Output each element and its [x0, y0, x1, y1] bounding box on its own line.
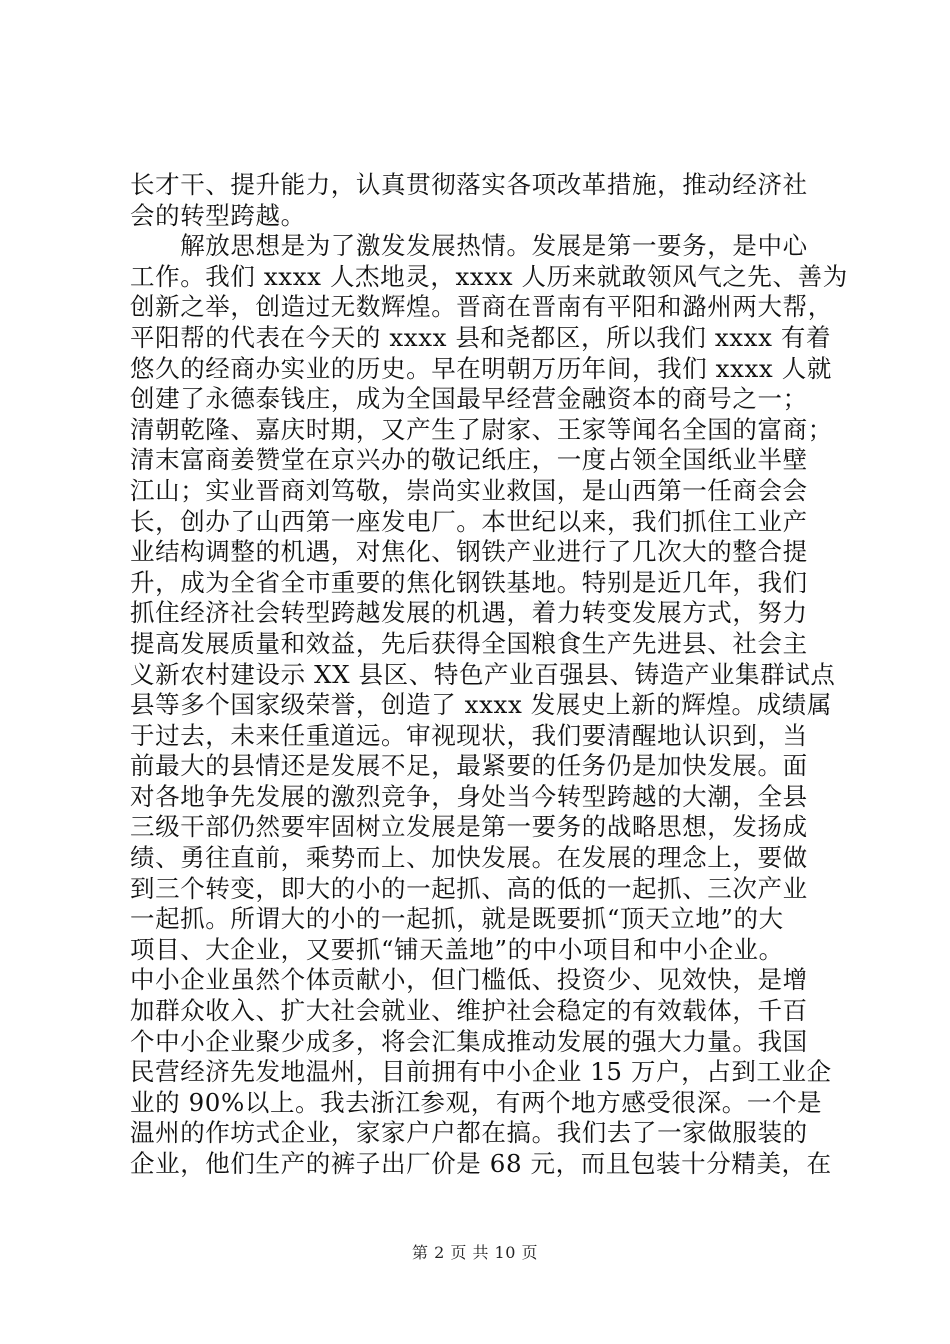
- text-line: 项目、大企业，又要抓“铺天盖地”的中小项目和中小企业。: [130, 934, 784, 964]
- text-line: 个中小企业聚少成多，将会汇集成推动发展的强大力量。我国: [130, 1026, 808, 1056]
- text-line: 长才干、提升能力，认真贯彻落实各项改革措施，推动经济社: [130, 170, 808, 199]
- text-line: 三级干部仍然要牢固树立发展是第一要务的战略思想，发扬成: [130, 812, 808, 842]
- text-line: 加群众收入、扩大社会就业、维护社会稳定的有效载体，千百: [130, 996, 808, 1026]
- text-line: 到三个转变，即大的小的一起抓、高的低的一起抓、三次产业: [130, 873, 808, 903]
- text-line: 工作。我们 xxxx 人杰地灵，xxxx 人历来就敢领风气之先、善为: [130, 261, 848, 291]
- text-line: 江山；实业晋商刘笃敬，崇尚实业救国，是山西第一任商会会: [130, 475, 808, 505]
- text-line: 前最大的县情还是发展不足，最紧要的任务仍是加快发展。面: [130, 751, 808, 781]
- text-line: 解放思想是为了激发发展热情。发展是第一要务，是中心: [130, 231, 808, 261]
- text-line: 抓住经济社会转型跨越发展的机遇，着力转变发展方式，努力: [130, 598, 808, 628]
- text-line: 企业，他们生产的裤子出厂价是 68 元，而且包装十分精美，在: [130, 1149, 832, 1178]
- text-line: 温州的作坊式企业，家家户户都在搞。我们去了一家做服装的: [130, 1118, 808, 1148]
- text-line: 县等多个国家级荣誉，创造了 xxxx 发展史上新的辉煌。成绩属: [130, 690, 832, 720]
- text-line: 悠久的经商办实业的历史。早在明朝万历年间，我们 xxxx 人就: [130, 353, 832, 383]
- text-line: 业的 90%以上。我去浙江参观，有两个地方感受很深。一个是: [130, 1087, 823, 1117]
- text-line: 绩、勇往直前，乘势而上、加快发展。在发展的理念上，要做: [130, 843, 808, 873]
- text-line: 长，创办了山西第一座发电厂。本世纪以来，我们抓住工业产: [130, 506, 808, 536]
- text-line: 清朝乾隆、嘉庆时期，又产生了尉家、王家等闻名全国的富商；: [130, 414, 833, 444]
- text-line: 对各地争先发展的激烈竞争，身处当今转型跨越的大潮，全县: [130, 781, 808, 811]
- text-line: 中小企业虽然个体贡献小，但门槛低、投资少、见效快，是增: [130, 965, 808, 995]
- text-line: 民营经济先发地温州，目前拥有中小企业 15 万户，占到工业企: [130, 1057, 832, 1087]
- text-line: 一起抓。所谓大的小的一起抓，就是既要抓“顶天立地”的大: [130, 904, 784, 934]
- text-line: 提高发展质量和效益，先后获得全国粮食生产先进县、社会主: [130, 628, 808, 658]
- text-line: 升，成为全省全市重要的焦化钢铁基地。特别是近几年，我们: [130, 567, 808, 597]
- text-line: 创建了永德泰钱庄，成为全国最早经营金融资本的商号之一；: [130, 384, 808, 414]
- text-line: 平阳帮的代表在今天的 xxxx 县和尧都区，所以我们 xxxx 有着: [130, 322, 832, 352]
- text-line: 清末富商姜赞堂在京兴办的敬记纸庄，一度占领全国纸业半壁: [130, 445, 808, 475]
- document-body: [130, 170, 848, 1180]
- page-footer: 第 2 页 共 10 页: [412, 1243, 538, 1262]
- text-line: 创新之举，创造过无数辉煌。晋商在晋南有平阳和潞州两大帮，: [130, 292, 833, 322]
- text-line: 会的转型跨越。: [130, 200, 306, 230]
- text-line: 业结构调整的机遇，对焦化、钢铁产业进行了几次大的整合提: [130, 537, 808, 567]
- text-line: 于过去，未来任重道远。审视现状，我们要清醒地认识到，当: [130, 720, 808, 750]
- text-line: 义新农村建设示 XX 县区、特色产业百强县、铸造产业集群试点: [130, 659, 836, 689]
